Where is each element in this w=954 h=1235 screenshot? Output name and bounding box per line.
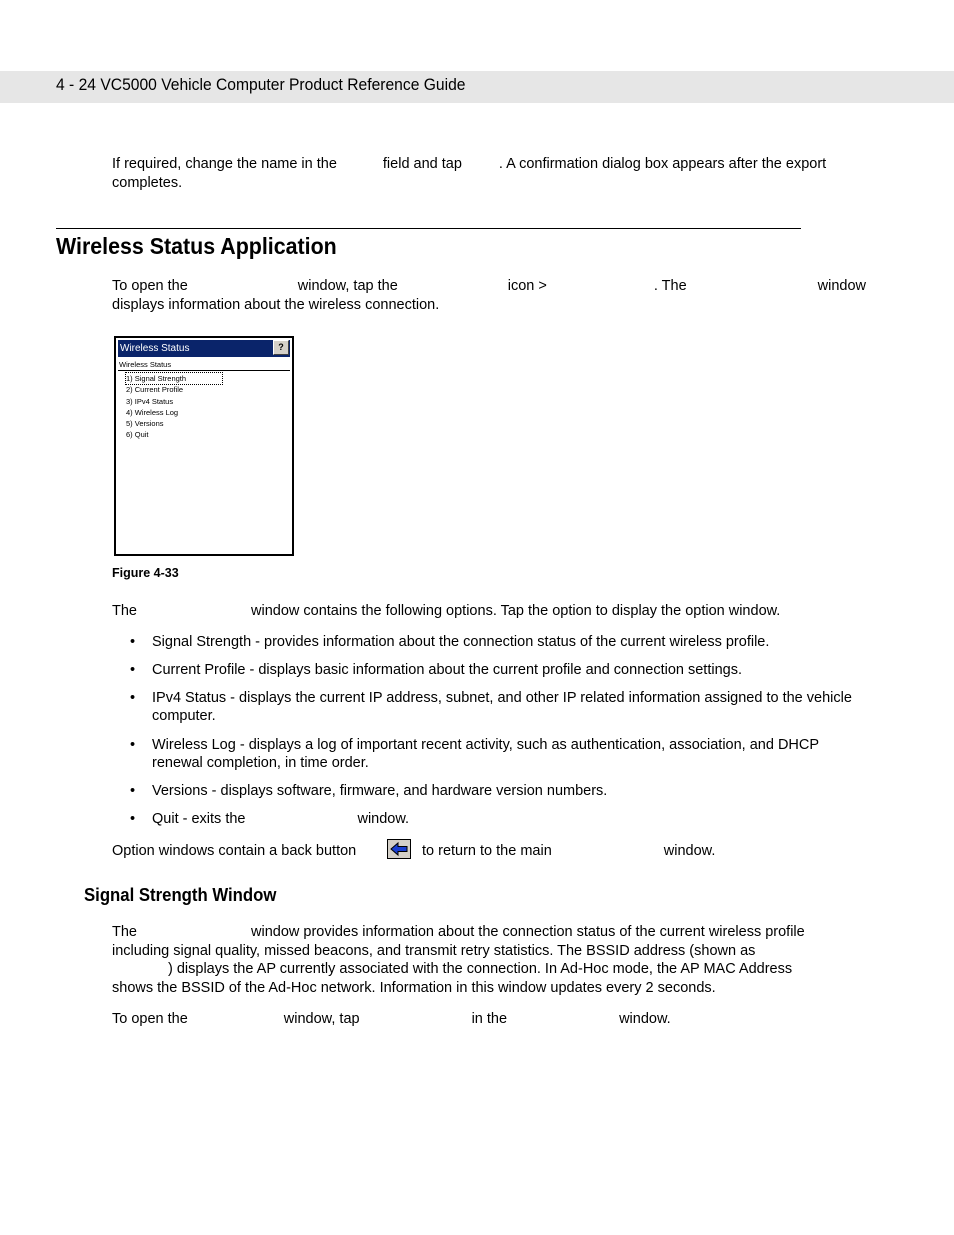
page-header: 4 - 24 VC5000 Vehicle Computer Product Reference Guide xyxy=(56,75,466,94)
bullet-marker: • xyxy=(130,811,136,827)
menu-item-current-profile[interactable]: 2) Current Profile xyxy=(126,385,184,395)
bullet-marker: • xyxy=(130,662,136,678)
intro-text-b: field and tap xyxy=(382,156,462,172)
wireless-status-screenshot xyxy=(114,336,294,556)
figure-caption: Figure 4-33 xyxy=(112,566,179,580)
subsection-title: Signal Strength Window xyxy=(84,885,277,905)
section1-line-1 xyxy=(112,277,866,296)
signal-line-2: including signal quality, missed beacons, and transmit retry statistics. The BSSID address (shown as xyxy=(112,943,756,959)
intro-text-c: . A confirmation dialog box appears after the export xyxy=(498,156,827,172)
option-current-profile: Current Profile - displays basic information about the current profile and connection settings. xyxy=(152,662,742,678)
options-intro xyxy=(112,602,780,621)
device-menu xyxy=(126,373,222,441)
signal-text-b: window provides information about the connection status of the current wireless profile xyxy=(251,924,805,940)
option-quit-a: Quit - exits the xyxy=(152,811,246,827)
open-text-b: window, tap xyxy=(283,1011,360,1027)
bullet-marker: • xyxy=(130,634,136,650)
menu-item-signal-strength[interactable]: 1) Signal Strength xyxy=(126,373,222,384)
back-button xyxy=(387,839,411,859)
signal-line-3: ) displays the AP currently associated with the connection. In Ad-Hoc mode, the AP MAC Address xyxy=(168,961,793,977)
intro-line-1 xyxy=(112,155,826,174)
option-versions: Versions - displays software, firmware, and hardware version numbers. xyxy=(152,783,608,799)
option-signal-strength: Signal Strength - provides information about the connection status of the current wireless profile. xyxy=(152,634,770,650)
menu-item-wireless-log[interactable]: 4) Wireless Log xyxy=(126,407,179,417)
s1-text-b: window, tap the xyxy=(297,278,398,294)
device-title: Wireless Status xyxy=(120,343,190,354)
back-text-b: to return to the main xyxy=(422,843,552,859)
s1-text-d: . The xyxy=(653,278,687,294)
options-intro-a: The xyxy=(112,603,137,619)
back-button-line xyxy=(112,842,356,861)
device-title-bar xyxy=(118,340,290,357)
bullet-marker: • xyxy=(130,783,136,799)
signal-text-a: The xyxy=(112,924,137,940)
open-text-a: To open the xyxy=(112,1011,188,1027)
s1-text-e: window xyxy=(817,278,866,294)
back-text-c: window. xyxy=(663,843,716,859)
back-arrow-icon xyxy=(388,840,410,858)
signal-line-4: shows the BSSID of the Ad-Hoc network. Information in this window updates every 2 seconds. xyxy=(112,980,716,996)
s1-text-c: icon > xyxy=(507,278,547,294)
options-intro-b: window contains the following options. Tap the option to display the option window. xyxy=(251,603,781,619)
intro-line-2: completes. xyxy=(112,175,183,191)
back-button-line-2 xyxy=(422,842,715,861)
intro-text-a: If required, change the name in the xyxy=(112,156,337,172)
option-quit xyxy=(152,810,872,828)
open-text-d: window. xyxy=(619,1011,671,1027)
signal-open-line xyxy=(112,1010,671,1029)
back-text-a: Option windows contain a back button xyxy=(112,843,357,859)
open-text-c: in the xyxy=(471,1011,508,1027)
section-rule xyxy=(56,228,801,229)
section-title: Wireless Status Application xyxy=(56,233,337,259)
signal-line-1 xyxy=(112,923,805,942)
device-subtitle: Wireless Status xyxy=(119,360,172,369)
menu-item-versions[interactable]: 5) Versions xyxy=(126,419,164,429)
option-wireless-log: Wireless Log - displays a log of important recent activity, such as authentication, association, and DHCP renewal completion, in time order. xyxy=(152,737,819,771)
help-button[interactable]: ? xyxy=(273,340,289,355)
option-quit-b: window. xyxy=(357,811,410,827)
section1-line-2: displays information about the wireless connection. xyxy=(112,297,440,313)
bullet-marker: • xyxy=(130,690,136,706)
menu-item-ipv4-status[interactable]: 3) IPv4 Status xyxy=(126,396,174,406)
menu-item-quit[interactable]: 6) Quit xyxy=(126,430,149,440)
option-ipv4-status: IPv4 Status - displays the current IP address, subnet, and other IP related information assigned to the vehicle computer. xyxy=(152,690,852,724)
device-separator xyxy=(118,370,290,371)
s1-text-a: To open the xyxy=(112,278,188,294)
bullet-marker: • xyxy=(130,737,136,753)
